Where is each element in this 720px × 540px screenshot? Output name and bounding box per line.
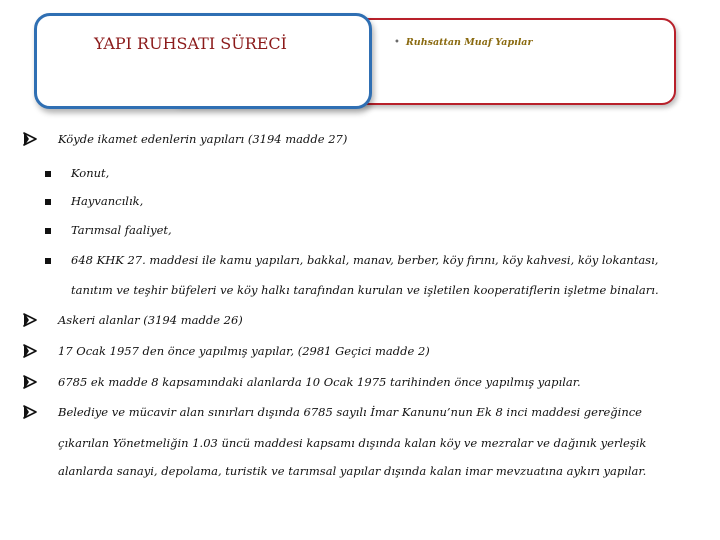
square-bullet-icon bbox=[45, 199, 51, 205]
list-item: Köyde ikamet edenlerin yapıları (3194 madde 27) bbox=[58, 132, 348, 146]
list-item: 17 Ocak 1957 den önce yapılmış yapılar, (2981 Geçici madde 2) bbox=[58, 344, 430, 358]
list-item-continuation: alanlarda sanayi, depolama, turistik ve tarımsal yapılar dışında kalan imar mevzuatına aykırı yapılar. bbox=[58, 464, 647, 478]
page-title: YAPI RUHSATI SÜRECİ bbox=[94, 34, 287, 53]
sub-list-item: 648 KHK 27. maddesi ile kamu yapıları, bakkal, manav, berber, köy fırını, köy kahvesi, köy lokantası, bbox=[71, 253, 659, 267]
square-bullet-icon bbox=[45, 171, 51, 177]
arrow-bullet-icon bbox=[23, 313, 39, 329]
list-item: Askeri alanlar (3194 madde 26) bbox=[58, 313, 243, 327]
arrow-bullet-icon bbox=[23, 405, 39, 421]
sub-list-item: Konut, bbox=[71, 166, 110, 180]
sub-list-item: Tarımsal faaliyet, bbox=[71, 223, 172, 237]
list-item: Belediye ve mücavir alan sınırları dışında 6785 sayılı İmar Kanunu’nun Ek 8 inci maddesi gereğince bbox=[58, 405, 642, 419]
list-item: 6785 ek madde 8 kapsamındaki alanlarda 10 Ocak 1975 tarihinden önce yapılmış yapılar. bbox=[58, 375, 581, 389]
sub-list-item-continuation: tanıtım ve teşhir büfeleri ve köy halkı tarafından kurulan ve işletilen kooperatiflerin işletme binaları. bbox=[71, 283, 659, 297]
bullet-icon: • bbox=[394, 37, 400, 48]
arrow-bullet-icon bbox=[23, 132, 39, 148]
square-bullet-icon bbox=[45, 258, 51, 264]
list-item-continuation: çıkarılan Yönetmeliğin 1.03 üncü maddesi kapsamı dışında kalan köy ve mezralar ve dağınık yerleşik bbox=[58, 436, 647, 450]
arrow-bullet-icon bbox=[23, 344, 39, 360]
page-subtitle: Ruhsattan Muaf Yapılar bbox=[405, 37, 533, 48]
arrow-bullet-icon bbox=[23, 375, 39, 391]
square-bullet-icon bbox=[45, 228, 51, 234]
sub-list-item: Hayvancılık, bbox=[71, 194, 144, 208]
